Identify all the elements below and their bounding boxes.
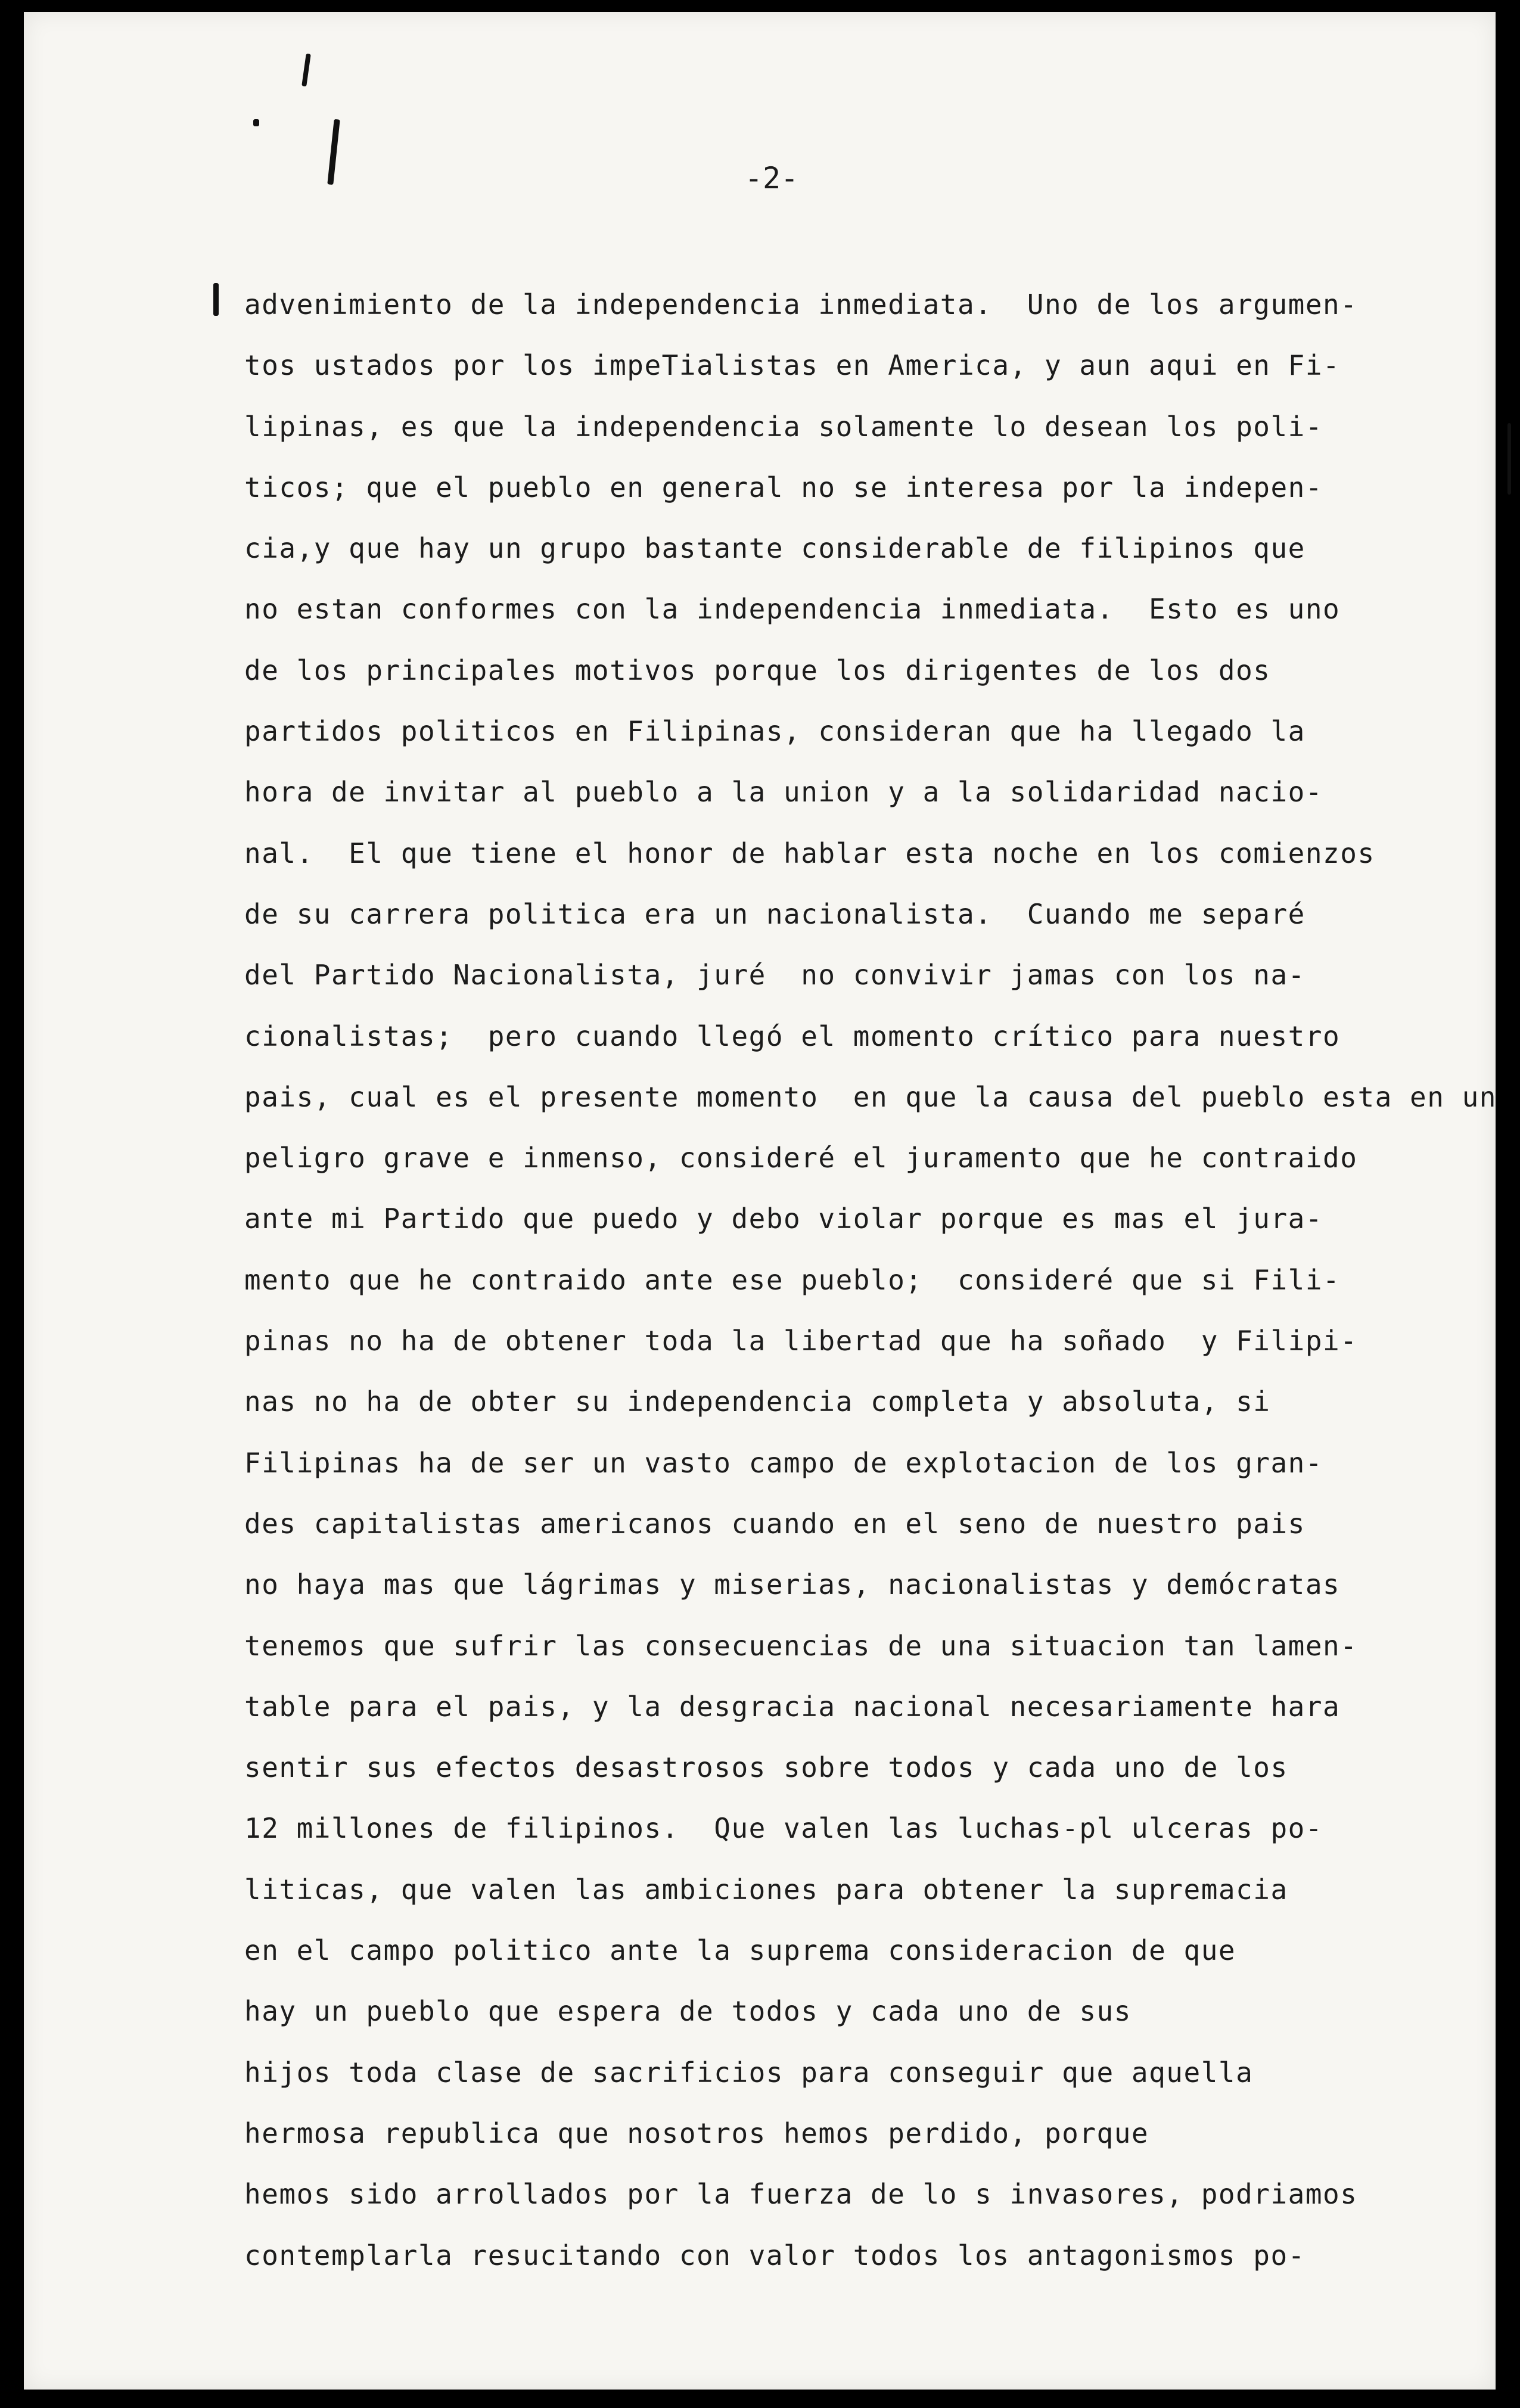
text-line: nal. El que tiene el honor de hablar esta noche en los comienzos: [244, 837, 1375, 869]
text-line: nas no ha de obter su independencia completa y absoluta, si: [244, 1385, 1271, 1418]
text-line: table para el pais, y la desgracia nacional necesariamente hara: [244, 1690, 1341, 1723]
text-line: no estan conformes con la independencia inmediata. Esto es uno: [244, 593, 1341, 626]
text-line: en el campo politico ante la suprema consideracion de que: [244, 1934, 1236, 1967]
text-line: mento que he contraido ante ese pueblo; consideré que si Fili-: [244, 1263, 1341, 1296]
text-line: ticos; que el pueblo en general no se interesa por la indepen-: [244, 471, 1323, 504]
text-line: lipinas, es que la independencia solamente lo desean los poli-: [244, 410, 1323, 443]
text-line: hay un pueblo que espera de todos y cada uno de sus: [244, 1995, 1132, 2028]
text-line: cia,y que hay un grupo bastante considerable de filipinos que: [244, 532, 1305, 565]
margin-mark: [213, 283, 219, 316]
text-line: de su carrera politica era un nacionalista. Cuando me separé: [244, 897, 1305, 930]
text-line: pais, cual es el presente momento en que la causa del pueblo esta en un: [244, 1080, 1497, 1113]
text-line: des capitalistas americanos cuando en el seno de nuestro pais: [244, 1507, 1305, 1540]
text-line: tos ustados por los impeTialistas en America, y aun aqui en Fi-: [244, 349, 1341, 382]
edge-mark: [1507, 423, 1511, 495]
text-line: advenimiento de la independencia inmediata. Uno de los argumen-: [244, 288, 1358, 321]
text-line: contemplarla resucitando con valor todos los antagonismos po-: [244, 2239, 1305, 2272]
text-line: 12 millones de filipinos. Que valen las luchas-pl ulceras po-: [244, 1812, 1323, 1845]
text-line: hora de invitar al pueblo a la union y a la solidaridad nacio-: [244, 776, 1323, 809]
text-line: hijos toda clase de sacrificios para conseguir que aquella: [244, 2056, 1254, 2089]
body-text: [244, 274, 1497, 2286]
text-line: pinas no ha de obtener toda la libertad que ha soñado y Filipi-: [244, 1325, 1358, 1357]
text-line: liticas, que valen las ambiciones para obtener la supremacia: [244, 1873, 1288, 1906]
page-number: -2-: [744, 161, 799, 195]
text-line: de los principales motivos porque los dirigentes de los dos: [244, 654, 1271, 686]
document-page: [24, 12, 1496, 2390]
text-line: hemos sido arrollados por la fuerza de lo s invasores, podriamos: [244, 2178, 1358, 2211]
ink-mark: [301, 54, 311, 87]
text-line: ante mi Partido que puedo y debo violar porque es mas el jura-: [244, 1203, 1323, 1235]
text-line: sentir sus efectos desastrosos sobre todos y cada uno de los: [244, 1751, 1288, 1784]
text-line: del Partido Nacionalista, juré no convivir jamas con los na-: [244, 959, 1305, 992]
ink-mark: [253, 119, 259, 126]
text-line: hermosa republica que nosotros hemos perdido, porque: [244, 2117, 1149, 2149]
text-line: tenemos que sufrir las consecuencias de una situacion tan lamen-: [244, 1629, 1358, 1662]
text-line: peligro grave e inmenso, consideré el juramento que he contraido: [244, 1142, 1358, 1175]
text-line: no haya mas que lágrimas y miserias, nacionalistas y demócratas: [244, 1568, 1341, 1601]
text-line: cionalistas; pero cuando llegó el momento crítico para nuestro: [244, 1020, 1341, 1052]
text-line: partidos politicos en Filipinas, consideran que ha llegado la: [244, 715, 1305, 748]
text-line: Filipinas ha de ser un vasto campo de explotacion de los gran-: [244, 1446, 1323, 1479]
